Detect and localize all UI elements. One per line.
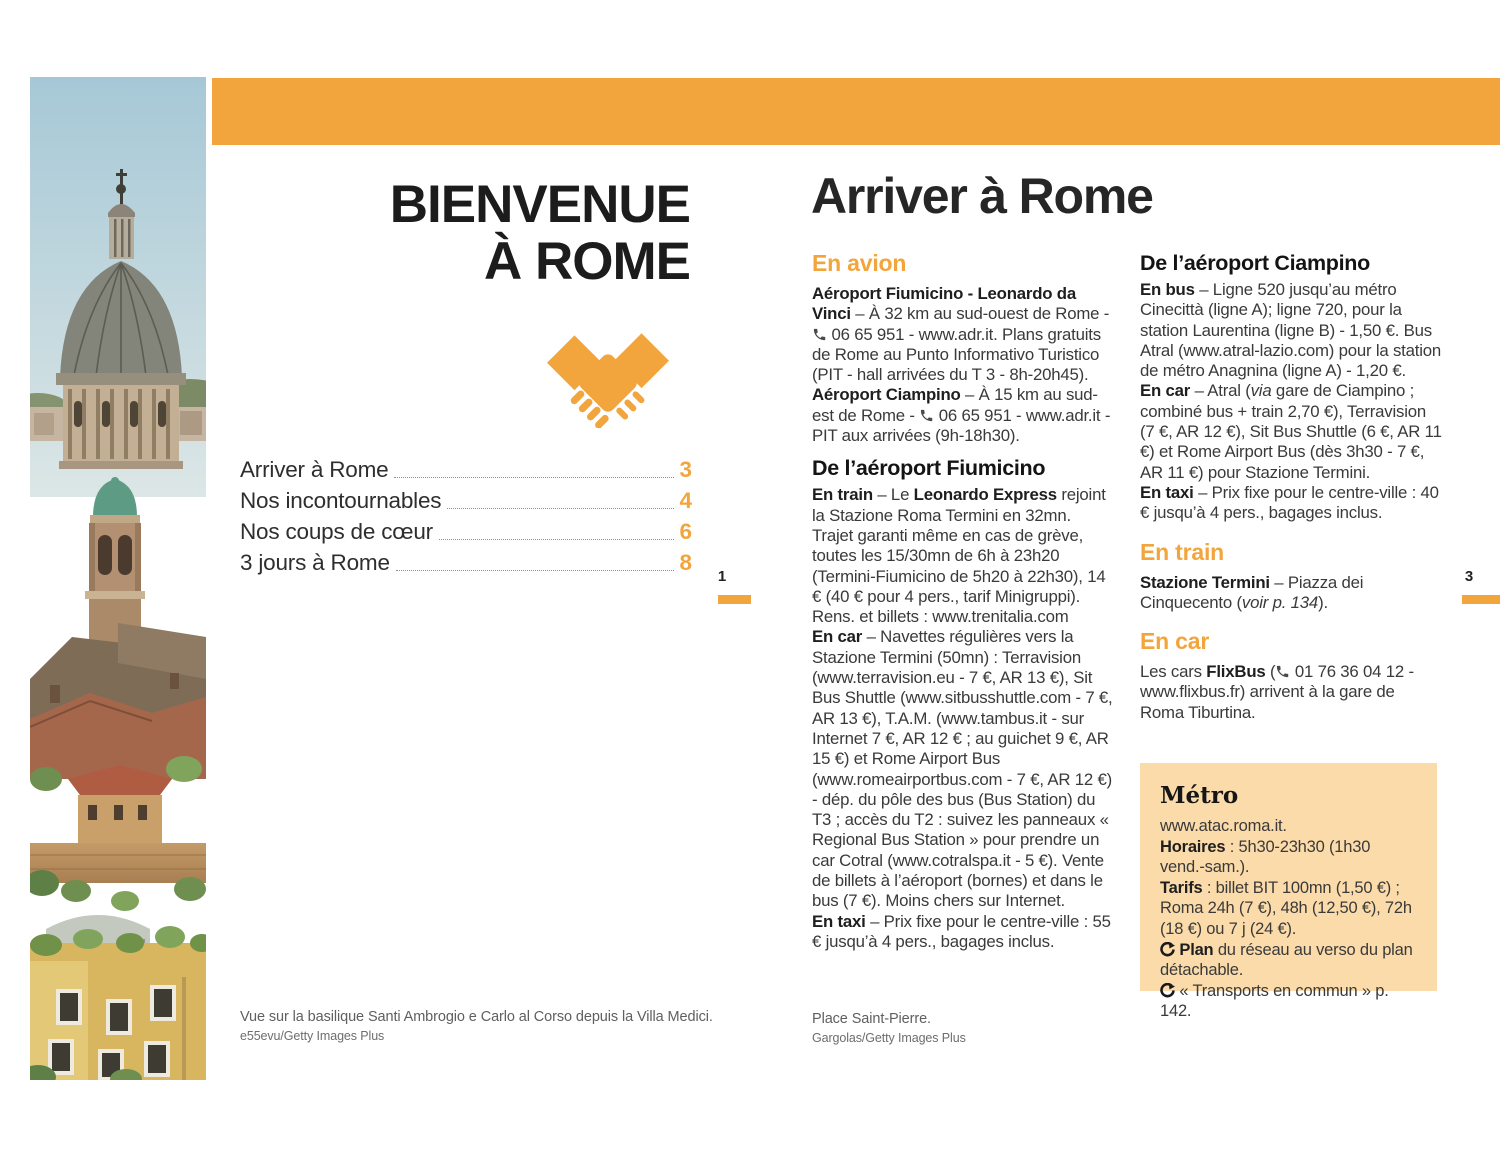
paragraph: En taxi – Prix fixe pour le centre-ville : 40 € jusqu’à 4 pers., bagages inclus. bbox=[1140, 482, 1439, 523]
metro-box-title: Métro bbox=[1160, 782, 1239, 809]
paragraph: En train – Le Leonardo Express rejoint la Stazione Roma Termini en 32mn. Trajet garanti même en cas de grève, toutes les 15/30mn de 6h à 23h20 (Termini-Fiumicino de 5h20 à 22h30), 14 € (40 € pour 4 pers., tarif Minigruppi). Rens. et billets : www.trenitalia.com bbox=[812, 485, 1106, 627]
metro-line: Plan du réseau au verso du plan détachable. bbox=[1160, 940, 1413, 980]
toc-item-label: Nos coups de cœur bbox=[240, 519, 433, 544]
cross-ref-icon bbox=[1160, 942, 1175, 957]
metro-line: Horaires : 5h30-23h30 (1h30 vend.-sam.). bbox=[1160, 837, 1371, 877]
section-heading: En train bbox=[1140, 538, 1225, 565]
paragraph: Aéroport Fiumicino - Leonardo da Vinci – À 32 km au sud-ouest de Rome - 06 65 951 - www.adr.it. Plans gratuits de Rome au Punto Informativo Turistico (PIT - hall arrivées du T 3 - 8h-20h45). bbox=[812, 284, 1110, 385]
toc-item-page-number: 3 bbox=[679, 457, 692, 482]
toc-item bbox=[240, 452, 692, 483]
page-number-left: 1 bbox=[717, 568, 727, 585]
photo-credit: Gargolas/Getty Images Plus bbox=[812, 1031, 966, 1045]
photo-credit: e55evu/Getty Images Plus bbox=[240, 1029, 385, 1043]
section-heading: En avion bbox=[812, 250, 907, 276]
column-ciampino bbox=[1140, 250, 1442, 723]
left-page-title bbox=[290, 176, 690, 290]
toc-item-label: Nos incontournables bbox=[240, 488, 442, 513]
left-page-title-line2: À ROME bbox=[484, 232, 690, 291]
paragraph: Aéroport Ciampino – À 15 km au sud-est de Rome - 06 65 951 - www.adr.it - PIT aux arrivées (9h-18h30). bbox=[812, 385, 1111, 446]
paragraph: Les cars FlixBus ( 01 76 36 04 12 - www.flixbus.fr) arrivent à la gare de Roma Tiburtina. bbox=[1140, 662, 1414, 722]
subsection-heading: De l’aéroport Ciampino bbox=[1140, 251, 1370, 275]
toc-item-page-number: 8 bbox=[679, 550, 692, 575]
page-title: Arriver à Rome bbox=[811, 168, 1153, 224]
cross-ref-icon bbox=[1160, 983, 1175, 998]
hero-photo bbox=[30, 77, 206, 1080]
toc-leader-dots bbox=[394, 477, 674, 478]
paragraph: En taxi – Prix fixe pour le centre-ville : 55 € jusqu’à 4 pers., bagages inclus. bbox=[812, 911, 1111, 951]
page-number-right-bar bbox=[1462, 595, 1500, 604]
toc-item-label: Arriver à Rome bbox=[240, 457, 389, 482]
paragraph: Stazione Termini – Piazza dei Cinquecento (voir p. 134). bbox=[1140, 572, 1364, 612]
subsection-heading: De l’aéroport Fiumicino bbox=[812, 456, 1046, 481]
toc-leader-dots bbox=[439, 539, 675, 540]
toc-item-page-number: 6 bbox=[679, 519, 692, 544]
left-photo-caption bbox=[240, 1009, 720, 1043]
metro-line: www.atac.roma.it. bbox=[1160, 817, 1287, 835]
paragraph: En bus – Ligne 520 jusqu’au métro Cinecittà (ligne A); ligne 720, pour la station Laurentina (ligne B) - 1,50 €. Bus Atral (www.atral-lazio.com) pour la station de métro Anagnina (ligne A) - 1,20 €. bbox=[1140, 280, 1442, 381]
toc-item-label: 3 jours à Rome bbox=[240, 550, 390, 575]
column-fiumicino bbox=[812, 250, 1114, 952]
phone-icon bbox=[812, 327, 827, 342]
phone-icon bbox=[1275, 664, 1290, 679]
section-heading: En car bbox=[1140, 628, 1210, 655]
toc-leader-dots bbox=[447, 508, 674, 509]
table-of-contents bbox=[240, 452, 692, 576]
toc-item-page-number: 4 bbox=[679, 488, 692, 513]
top-accent-band bbox=[212, 78, 1500, 145]
page-number-right: 3 bbox=[1464, 568, 1474, 585]
mid-photo-caption bbox=[812, 1011, 1132, 1045]
caption-text: Vue sur la basilique Santi Ambrogio e Carlo al Corso depuis la Villa Medici. bbox=[240, 1009, 713, 1025]
metro-line: Tarifs : billet BIT 100mn (1,50 €) ; Roma 24h (7 €), 48h (12,50 €), 72h (18 €) ou 7 j (24 €). bbox=[1160, 878, 1412, 938]
paragraph: En car – Atral (via gare de Ciampino ; combiné bus + train 2,70 €), Terravision (7 €, AR 12 €), Sit Bus Shuttle (6 €, AR 11 €) et Rome Airport Bus (dès 3h30 - 7 €, AR 11 €) pour Stazione Termini. bbox=[1140, 381, 1442, 482]
left-page-title-line1: BIENVENUE bbox=[389, 175, 690, 234]
toc-item bbox=[240, 545, 692, 576]
metro-info-box bbox=[1140, 763, 1437, 1021]
metro-line: « Transports en commun » p. 142. bbox=[1160, 981, 1389, 1021]
toc-leader-dots bbox=[396, 570, 675, 571]
paragraph: En car – Navettes régulières vers la Stazione Termini (50mn) : Terravision (www.terravision.eu - 7 €, AR 13 €), Sit Bus Shuttle (www.sitbusshuttle.com - 7 €, AR 13 €), T.A.M. (www.tambus.it - sur Internet 7 €, AR 12 € ; au guichet 9 €, AR 15 €) et Rome Airport Bus (www.romeairportbus.com - 7 €, AR 12 €) - dép. du pôle des bus (Bus Station) du T3 ; accès du T2 : suivez les panneaux « Regional Bus Station » pour prendre un car Cotral (www.cotralspa.it - 5 €). Vente de billets à l’aéroport (bornes) et dans le bus (7 €). Moins chers sur Internet. bbox=[812, 627, 1113, 911]
phone-icon bbox=[919, 408, 934, 423]
toc-item bbox=[240, 483, 692, 514]
caption-text: Place Saint-Pierre. bbox=[812, 1011, 931, 1027]
toc-item bbox=[240, 514, 692, 545]
handshake-icon bbox=[545, 326, 671, 428]
metro-box-lines bbox=[1160, 816, 1417, 1022]
page-number-left-bar bbox=[718, 595, 751, 604]
